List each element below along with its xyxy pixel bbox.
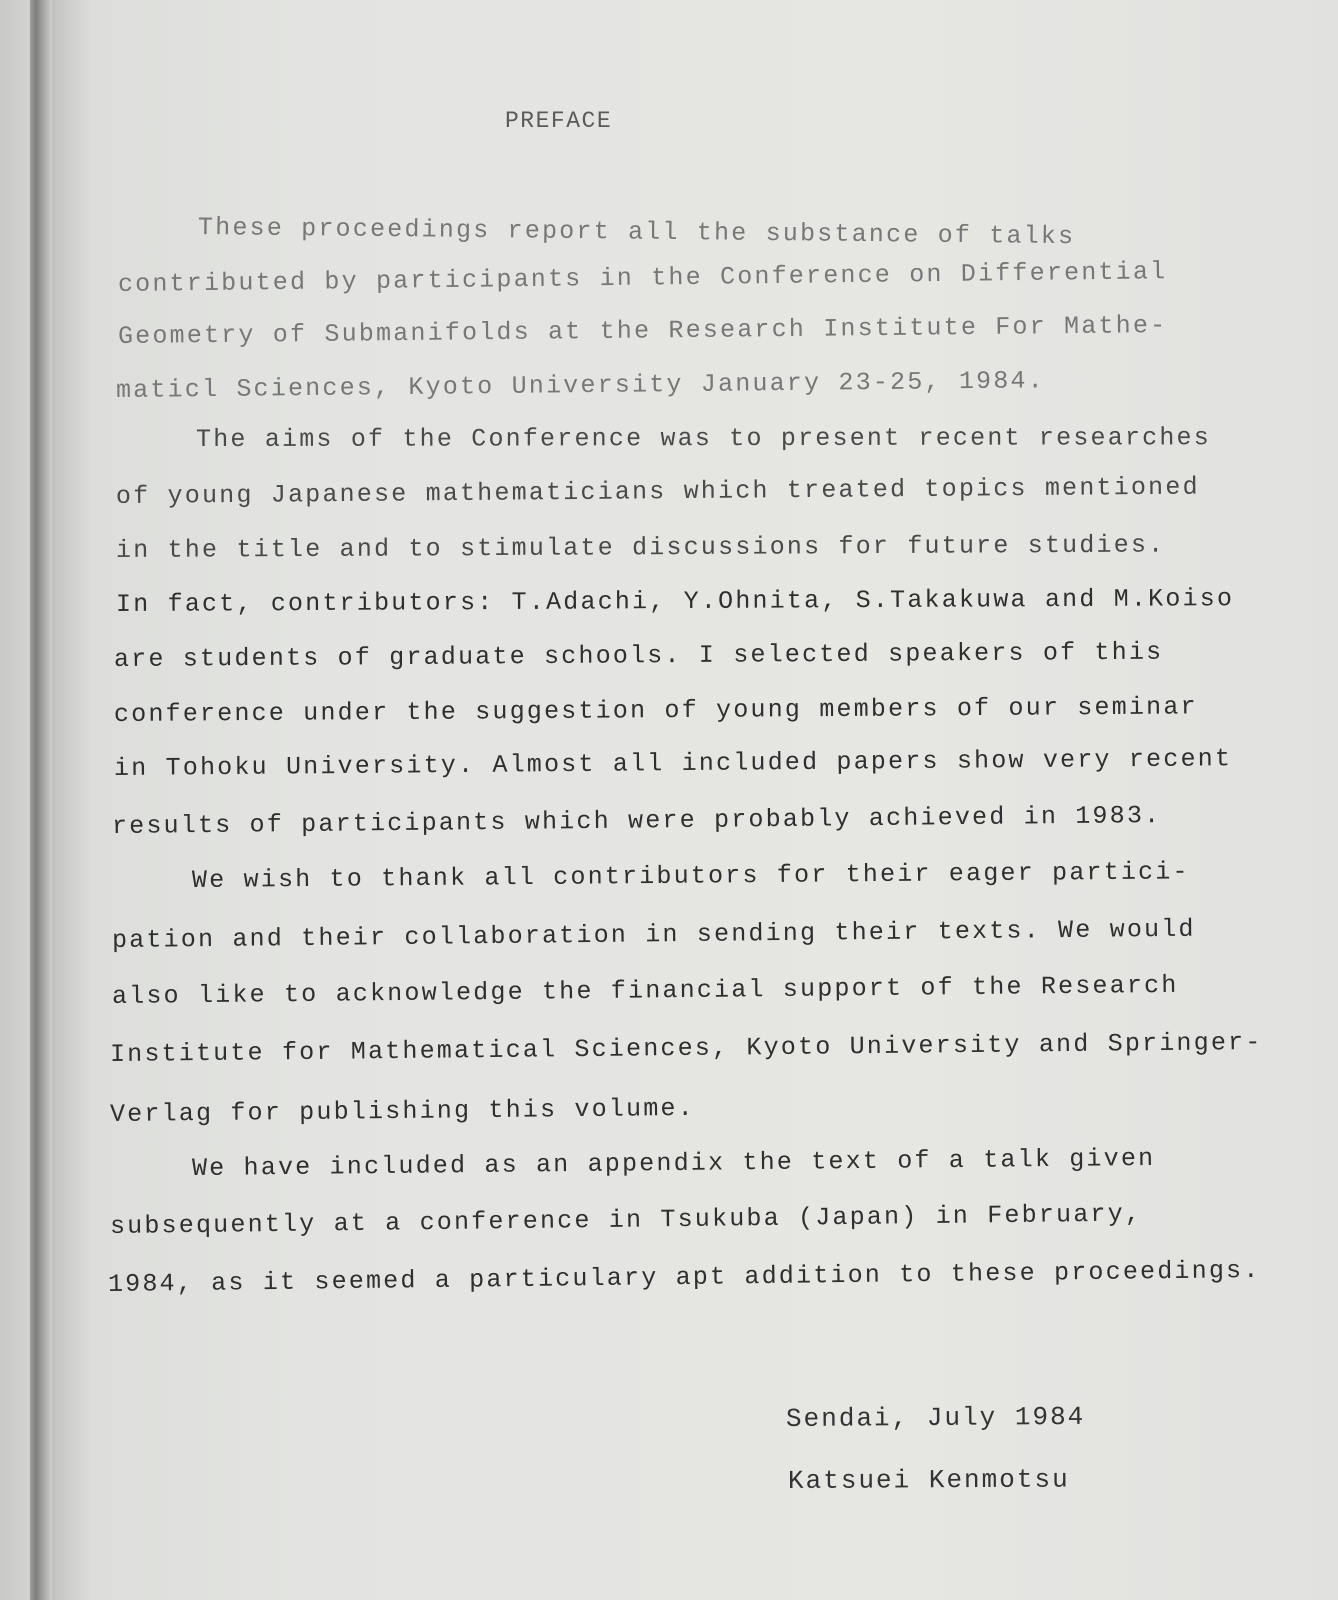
text-line: We wish to thank all contributors for their eager partici- [191,857,1190,895]
text-line: Verlag for publishing this volume. [109,1093,696,1129]
text-line: also like to acknowledge the financial support of the Research [111,970,1179,1011]
binding-shadow [52,0,92,1600]
book-binding [30,0,52,1600]
text-line: We have included as an appendix the text of a talk given [191,1143,1156,1183]
text-line: results of participants which were probably achieved in 1983. [111,801,1162,841]
text-line: Institute for Mathematical Sciences, Kyoto University and Springer- [109,1027,1263,1069]
text-line: maticl Sciences, Kyoto University January 23-25, 1984. [115,366,1046,405]
signature-place-date: Sendai, July 1984 [785,1401,1086,1434]
text-line: 1984, as it seemed a particulary apt addition to these proceedings. [107,1255,1261,1299]
text-line: In fact, contributors: T.Adachi, Y.Ohnita, S.Takakuwa and M.Koiso [115,584,1235,619]
text-line: The aims of the Conference was to present recent researches [195,423,1211,454]
text-line: These proceedings report all the substance of talks [197,213,1076,252]
text-line: in Tohoku University. Almost all included papers show very recent [113,744,1233,783]
text-line: subsequently at a conference in Tsukuba (Japan) in February, [109,1199,1143,1241]
text-line: are students of graduate schools. I selected speakers of this [113,637,1164,674]
text-line: of young Japanese mathematicians which treated topics mentioned [115,472,1200,511]
signature-author: Katsuei Kenmotsu [787,1464,1070,1496]
text-line: conference under the suggestion of young members of our seminar [113,692,1198,729]
page-title: PREFACE [505,108,613,134]
text-line: pation and their collaboration in sending their texts. We would [111,914,1196,955]
text-line: in the title and to stimulate discussions for future studies. [115,530,1166,565]
text-line: Geometry of Submanifolds at the Research Institute For Mathe- [117,311,1168,351]
text-line: contributed by participants in the Conference on Differential [117,257,1168,299]
